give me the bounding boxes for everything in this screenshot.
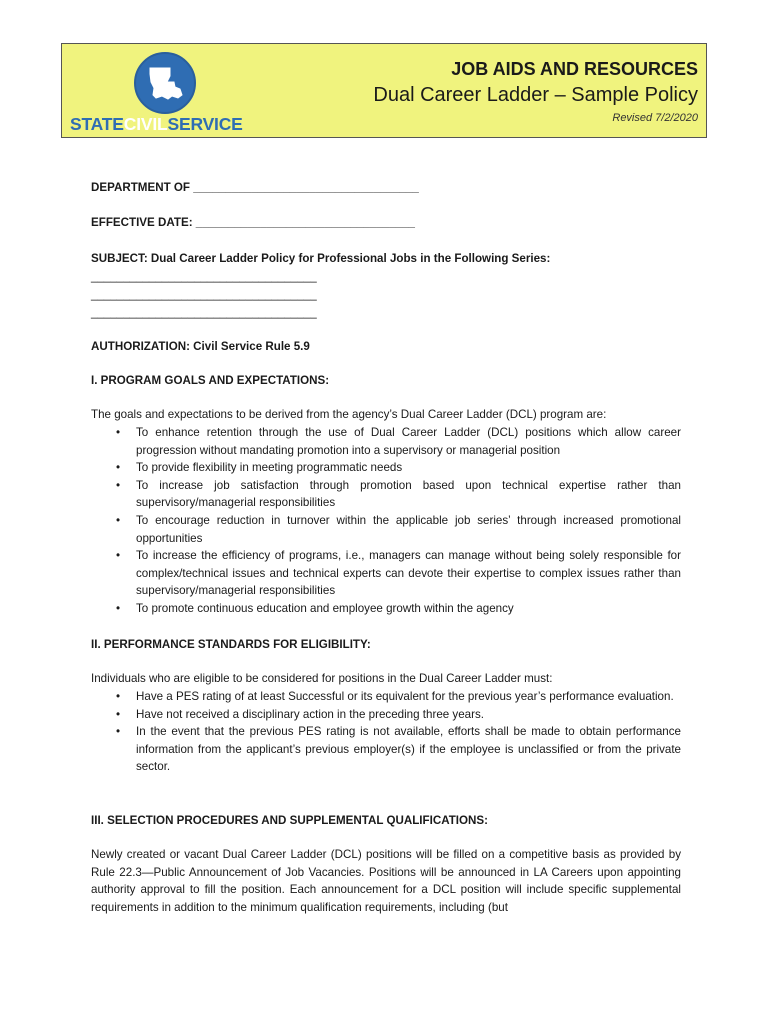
department-line: DEPARTMENT OF ___________________________________ <box>91 181 419 194</box>
bullet-icon: • <box>116 426 121 439</box>
header-banner <box>61 43 707 138</box>
header-title: JOB AIDS AND RESOURCES <box>451 59 698 79</box>
list-item: • To promote continuous education and employee growth within the agency <box>91 600 681 618</box>
section-3-heading: III. SELECTION PROCEDURES AND SUPPLEMENTAL QUALIFICATIONS: <box>91 814 488 827</box>
header-subtitle: Dual Career Ladder – Sample Policy <box>373 84 698 106</box>
blank-line: ___________________________________ <box>91 306 317 319</box>
bullet-icon: • <box>116 513 121 527</box>
list-item: • Have a PES rating of at least Successful or its equivalent for the previous year’s performance evaluation. <box>91 688 681 706</box>
state-civil-service-logo <box>68 52 254 132</box>
revised-date: Revised 7/2/2020 <box>612 112 698 124</box>
logo-wordmark: STATECIVILSERVICE <box>70 114 243 134</box>
list-item: • To provide flexibility in meeting programmatic needs <box>91 459 681 477</box>
section-1-heading: I. PROGRAM GOALS AND EXPECTATIONS: <box>91 374 330 387</box>
bullet-icon: • <box>116 461 121 475</box>
section-1-bullet-list <box>91 424 681 618</box>
louisiana-map-icon <box>134 52 196 114</box>
authorization-line: AUTHORIZATION: Civil Service Rule 5.9 <box>91 340 310 353</box>
list-item: • To increase the efficiency of programs, i.e., managers can manage without being solely responsible for complex/technical issues and technical experts can devote their expertise to complex issues rather than supervisory/managerial responsibilities <box>116 549 681 598</box>
list-item: • In the event that the previous PES rating is not available, efforts shall be made to obtain performance information from the applicant’s previous employer(s) if the employee is unclassified or from the private sector. <box>116 725 681 774</box>
bullet-icon: • <box>116 725 121 739</box>
section-3-paragraph: Newly created or vacant Dual Career Ladder (DCL) positions will be filled on a competitive basis as provided by Rule 22.3—Public Announcement of Job Vacancies. Positions will be announced in LA Careers upon appointing authority approval to fill the position. Each announcement for a DCL position will include specific supplemental requirements in addition to the minimum qualification requirements, including (but <box>91 848 681 914</box>
bullet-icon: • <box>116 601 121 615</box>
bullet-icon: • <box>116 549 121 563</box>
bullet-icon: • <box>116 478 121 492</box>
blank-line: ___________________________________ <box>91 270 317 283</box>
subject-line: SUBJECT: Dual Career Ladder Policy for Professional Jobs in the Following Series: <box>91 252 551 265</box>
blank-line: ___________________________________ <box>91 288 317 301</box>
list-item: • Have not received a disciplinary action in the preceding three years. <box>91 706 681 724</box>
section-2-bullet-list <box>91 688 681 776</box>
section-2-intro: Individuals who are eligible to be considered for positions in the Dual Career Ladder must: <box>91 672 553 685</box>
list-item: • To enhance retention through the use of Dual Career Ladder (DCL) positions which allow career progression without mandating promotion into a supervisory or managerial position <box>116 426 681 457</box>
section-2-heading: II. PERFORMANCE STANDARDS FOR ELIGIBILITY: <box>91 638 371 651</box>
effective-date-line: EFFECTIVE DATE: __________________________________ <box>91 216 416 229</box>
bullet-icon: • <box>116 690 121 703</box>
section-1-intro: The goals and expectations to be derived from the agency’s Dual Career Ladder (DCL) program are: <box>91 408 607 421</box>
bullet-icon: • <box>116 707 121 721</box>
list-item: • To increase job satisfaction through promotion based upon technical expertise rather than supervisory/managerial responsibilities <box>116 478 681 510</box>
list-item: • To encourage reduction in turnover within the applicable job series’ through increased promotional opportunities <box>116 513 681 545</box>
